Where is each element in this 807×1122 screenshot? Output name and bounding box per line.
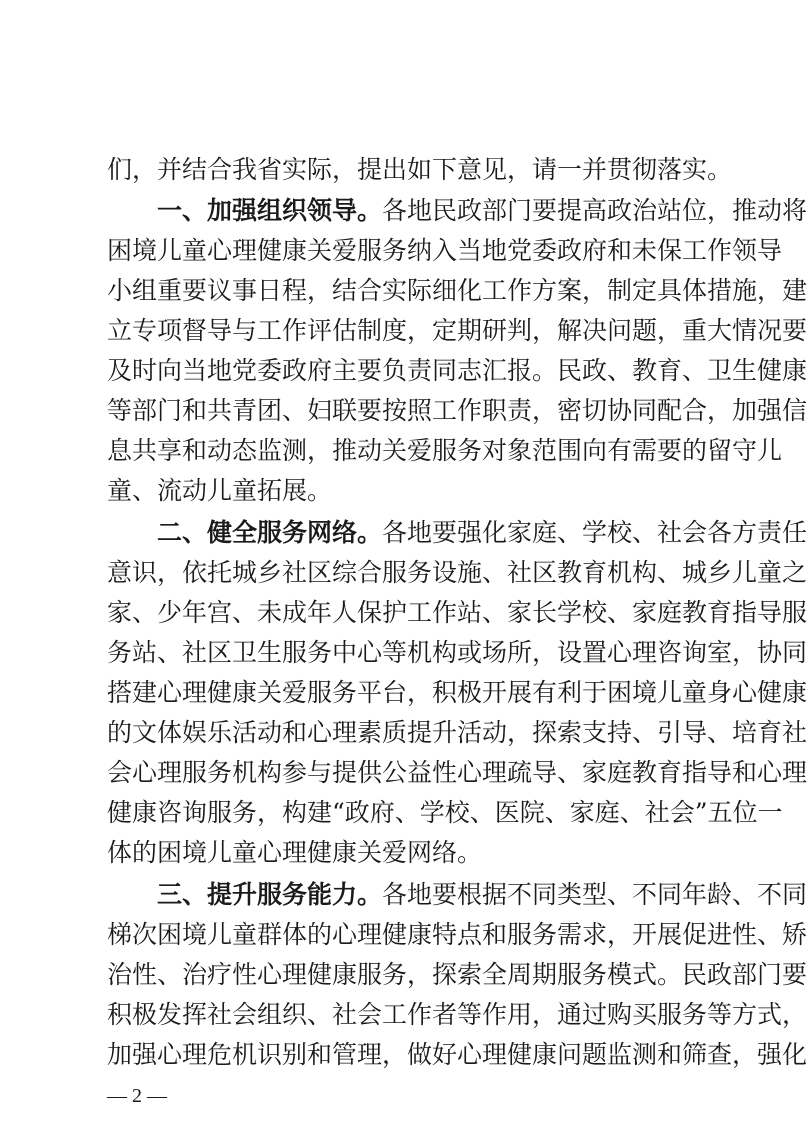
body-text-line: 困境儿童心理健康关爱服务纳入当地党委政府和未保工作领导 [107,236,783,265]
body-text-line: 健康咨询服务，构建“政府、学校、医院、家庭、社会”五位一 [107,798,783,827]
body-text-line: 体的困境儿童心理健康关爱网络。 [107,838,483,867]
body-text-line: 家、少年宫、未成年人保护工作站、家长学校、家庭教育指导服 [107,598,807,627]
body-text-line: 意识，依托城乡社区综合服务设施、社区教育机构、城乡儿童之 [107,558,807,587]
body-text-span: 各地要根据不同类型、不同年龄、不同 [382,880,807,909]
body-text-line: 息共享和动态监测，推动关爱服务对象范围向有需要的留守儿 [107,436,783,465]
paragraph-1-first-line [157,191,807,231]
body-text-span: 各地民政部门要提高政治站位，推动将 [382,196,807,225]
section-heading-1: 一、加强组织领导。 [157,196,383,225]
body-text-line: 梯次困境儿童群体的心理健康特点和服务需求，开展促进性、矫 [107,920,807,949]
body-text-line: 们，并结合我省实际，提出如下意见，请一并贯彻落实。 [107,155,733,184]
paragraph-2-first-line [157,513,807,553]
body-text-line: 务站、社区卫生服务中心等机构或场所，设置心理咨询室，协同 [107,638,807,667]
body-text-line: 会心理服务机构参与提供公益性心理疏导、家庭教育指导和心理 [107,758,807,787]
body-text-line: 加强心理危机识别和管理，做好心理健康问题监测和筛查，强化 [107,1040,807,1069]
body-text-line: 小组重要议事日程，结合实际细化工作方案，制定具体措施，建 [107,276,807,305]
paragraph-3-first-line [157,875,807,915]
body-text-line: 治性、治疗性心理健康服务，探索全周期服务模式。民政部门要 [107,960,807,989]
body-text-line: 的文体娱乐活动和心理素质提升活动，探索支持、引导、培育社 [107,718,807,747]
page-number: — 2 — [107,1085,167,1107]
section-heading-2: 二、健全服务网络。 [157,518,383,547]
body-text-line: 立专项督导与工作评估制度，定期研判，解决问题，重大情况要 [107,316,807,345]
body-text-span: 各地要强化家庭、学校、社会各方责任 [382,518,807,547]
body-text-line: 搭建心理健康关爱服务平台，积极开展有利于困境儿童身心健康 [107,678,807,707]
body-text-line: 积极发挥社会组织、社会工作者等作用，通过购买服务等方式， [107,1000,807,1029]
body-text-line: 及时向当地党委政府主要负责同志汇报。民政、教育、卫生健康 [107,356,807,385]
body-text-line: 童、流动儿童拓展。 [107,476,333,505]
body-text-line: 等部门和共青团、妇联要按照工作职责，密切协同配合，加强信 [107,396,807,425]
section-heading-3: 三、提升服务能力。 [157,880,383,909]
